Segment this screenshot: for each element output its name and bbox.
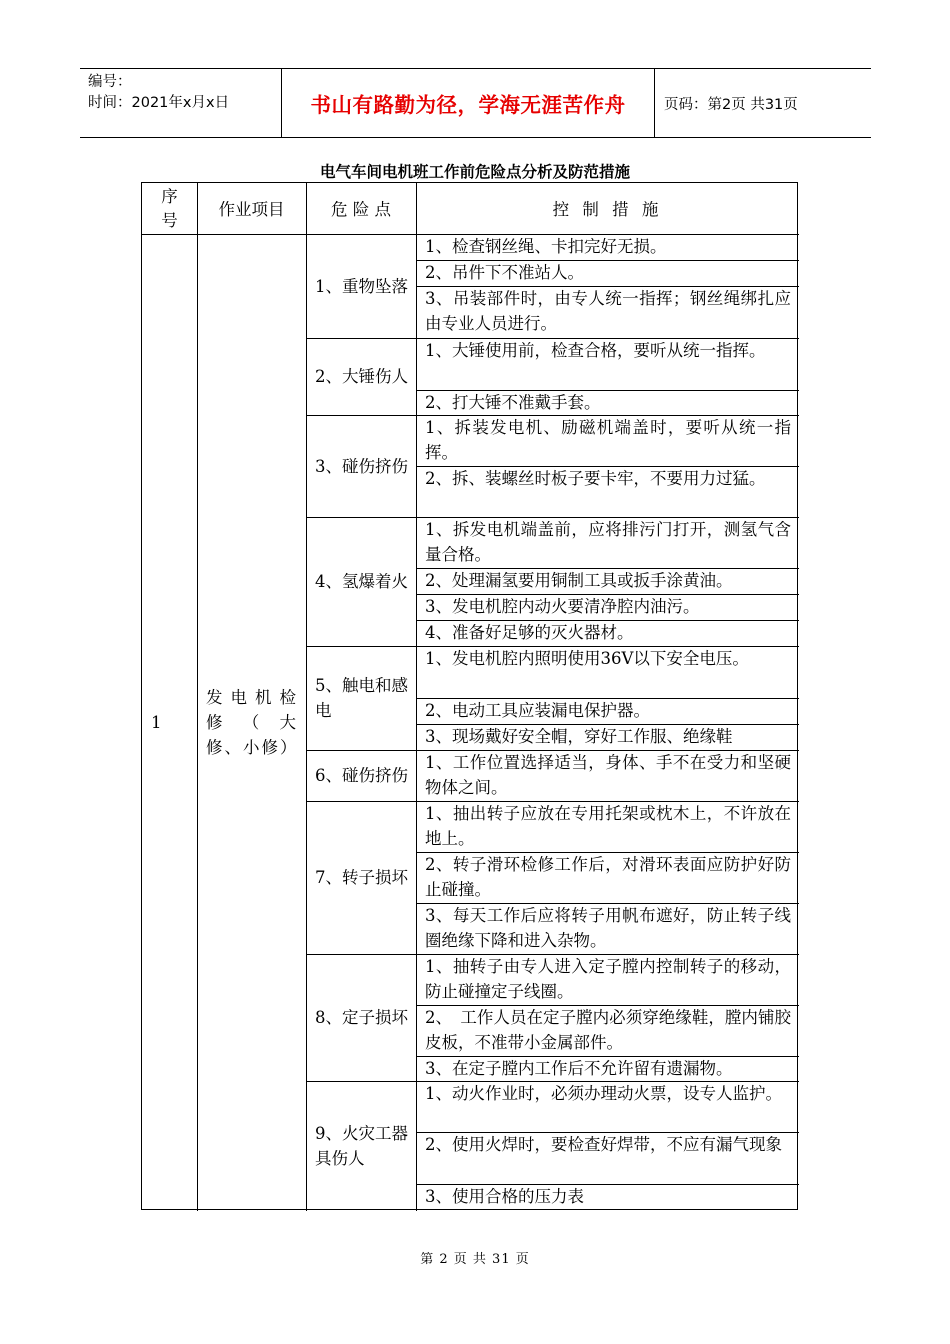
measure-cell: 1、拆装发电机、励磁机端盖时，要听从统一指挥。	[425, 418, 791, 462]
measure-cell: 3、现场戴好安全帽，穿好工作服、绝缘鞋	[425, 727, 733, 746]
measure-cell: 1、动火作业时，必须办理动火票，设专人监护。	[425, 1084, 782, 1103]
motto: 书山有路勤为径，学海无涯苦作舟	[281, 69, 655, 137]
hazard-table	[141, 182, 798, 1210]
hazard-cell: 7、转子损坏	[315, 868, 408, 887]
measure-cell: 2、拆、装螺丝时板子要卡牢，不要用力过猛。	[425, 469, 766, 488]
measure-cell: 3、吊装部件时，由专人统一指挥；钢丝绳绑扎应由专业人员进行。	[425, 289, 791, 333]
hazard-cell: 8、定子损坏	[315, 1008, 408, 1027]
measure-cell: 2、使用火焊时，要检查好焊带，不应有漏气现象	[425, 1135, 782, 1154]
measure-cell: 2、电动工具应装漏电保护器。	[425, 701, 650, 720]
measure-cell: 2、 工作人员在定子膛内必须穿绝缘鞋，膛内铺胶皮板，不准带小金属部件。	[425, 1008, 791, 1052]
measure-cell: 3、使用合格的压力表	[425, 1187, 584, 1206]
measure-cell: 2、吊件下不准站人。	[425, 263, 584, 282]
serial-label: 编号：	[88, 74, 132, 90]
measure-cell: 3、发电机腔内动火要清净腔内油污。	[425, 597, 700, 616]
measure-cell: 1、工作位置选择适当，身体、手不在受力和坚硬物体之间。	[425, 753, 791, 797]
measure-cell: 1、检查钢丝绳、卡扣完好无损。	[425, 237, 667, 256]
page-info: 页码：第2页 共31页	[664, 96, 798, 113]
hazard-cell: 2、大锤伤人	[315, 367, 408, 386]
page-footer: 第 2 页 共 31 页	[420, 1252, 530, 1267]
measure-cell: 3、在定子膛内工作后不允许留有遗漏物。	[425, 1059, 733, 1078]
hazard-cell: 9、火灾工器具伤人	[315, 1124, 408, 1168]
time-label: 时间：2021年x月x日	[88, 95, 230, 111]
measure-cell: 1、大锤使用前，检查合格，要听从统一指挥。	[425, 341, 766, 360]
hazard-cell: 3、碰伤挤伤	[315, 456, 408, 476]
measure-cell: 2、处理漏氢要用铜制工具或扳手涂黄油。	[425, 571, 733, 590]
header-index: 序号	[161, 187, 178, 230]
hazard-cell: 1、重物坠落	[315, 276, 408, 296]
task-cell: 发电机检修（大修、小修）	[206, 688, 299, 757]
measure-cell: 3、每天工作后应将转子用帆布遮好，防止转子线圈绝缘下降和进入杂物。	[425, 906, 791, 950]
header-hazard: 危 险 点	[331, 199, 391, 219]
measure-cell: 2、打大锤不准戴手套。	[425, 393, 601, 412]
header-meta	[80, 69, 281, 137]
header-task: 作业项目	[218, 199, 285, 219]
row-index: 1	[151, 713, 162, 732]
hazard-cell: 6、碰伤挤伤	[315, 766, 408, 785]
measure-cell: 1、发电机腔内照明使用36V以下安全电压。	[425, 649, 749, 668]
measure-cell: 2、转子滑环检修工作后，对滑环表面应防护好防止碰撞。	[425, 855, 791, 899]
page-header	[80, 68, 871, 138]
header-measure: 控 制 措 施	[552, 199, 663, 219]
hazard-cell: 5、触电和感电	[315, 676, 408, 720]
measure-cell: 1、抽转子由专人进入定子膛内控制转子的移动，防止碰撞定子线圈。	[425, 957, 791, 1001]
measure-cell: 4、准备好足够的灭火器材。	[425, 623, 634, 642]
hazard-cell: 4、氢爆着火	[315, 572, 408, 591]
document-title: 电气车间电机班工作前危险点分析及防范措施	[319, 163, 630, 181]
measure-cell: 1、抽出转子应放在专用托架或枕木上，不许放在地上。	[425, 804, 791, 848]
measure-cell: 1、拆发电机端盖前，应将排污门打开，测氢气含量合格。	[425, 520, 791, 564]
